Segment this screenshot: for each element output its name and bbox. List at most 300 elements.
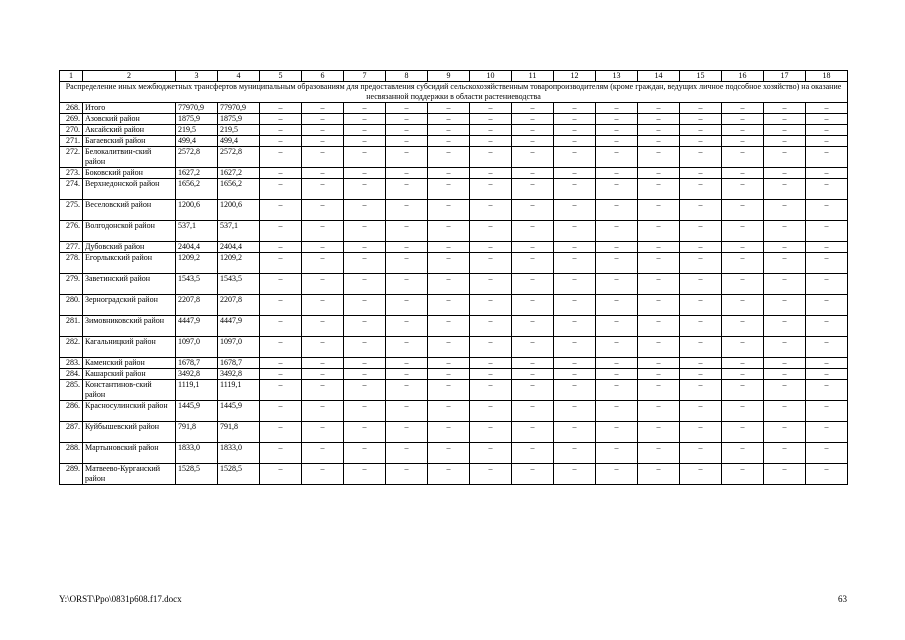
- empty-dash-cell: –: [260, 253, 302, 274]
- empty-dash-cell: –: [260, 103, 302, 114]
- district-name: Кагальницкий район: [83, 337, 176, 358]
- empty-dash-cell: –: [722, 295, 764, 316]
- empty-dash-cell: –: [386, 295, 428, 316]
- empty-dash-cell: –: [596, 401, 638, 422]
- empty-dash-cell: –: [596, 358, 638, 369]
- value-col3: 77970,9: [176, 103, 218, 114]
- row-number: 270.: [60, 125, 83, 136]
- empty-dash-cell: –: [512, 295, 554, 316]
- district-name: Зерноградский район: [83, 295, 176, 316]
- empty-dash-cell: –: [302, 168, 344, 179]
- empty-dash-cell: –: [386, 103, 428, 114]
- empty-dash-cell: –: [428, 168, 470, 179]
- value-col4: 3492,8: [218, 369, 260, 380]
- empty-dash-cell: –: [638, 337, 680, 358]
- empty-dash-cell: –: [596, 295, 638, 316]
- empty-dash-cell: –: [554, 136, 596, 147]
- empty-dash-cell: –: [512, 369, 554, 380]
- empty-dash-cell: –: [680, 200, 722, 221]
- empty-dash-cell: –: [722, 380, 764, 401]
- empty-dash-cell: –: [764, 274, 806, 295]
- empty-dash-cell: –: [428, 179, 470, 200]
- empty-dash-cell: –: [386, 136, 428, 147]
- district-name: Боковский район: [83, 168, 176, 179]
- empty-dash-cell: –: [554, 443, 596, 464]
- empty-dash-cell: –: [554, 103, 596, 114]
- empty-dash-cell: –: [680, 422, 722, 443]
- empty-dash-cell: –: [260, 179, 302, 200]
- empty-dash-cell: –: [638, 358, 680, 369]
- value-col4: 1678,7: [218, 358, 260, 369]
- empty-dash-cell: –: [260, 422, 302, 443]
- empty-dash-cell: –: [680, 380, 722, 401]
- empty-dash-cell: –: [680, 295, 722, 316]
- value-col4: 1528,5: [218, 464, 260, 485]
- empty-dash-cell: –: [764, 242, 806, 253]
- empty-dash-cell: –: [428, 295, 470, 316]
- district-name: Волгодонской район: [83, 221, 176, 242]
- empty-dash-cell: –: [428, 253, 470, 274]
- empty-dash-cell: –: [512, 401, 554, 422]
- empty-dash-cell: –: [596, 422, 638, 443]
- district-name: Белокалитвин-ский район: [83, 147, 176, 168]
- district-name: Каменский район: [83, 358, 176, 369]
- empty-dash-cell: –: [596, 316, 638, 337]
- empty-dash-cell: –: [596, 221, 638, 242]
- table-row: [60, 422, 848, 443]
- empty-dash-cell: –: [470, 295, 512, 316]
- empty-dash-cell: –: [638, 422, 680, 443]
- empty-dash-cell: –: [344, 337, 386, 358]
- district-name: Дубовский район: [83, 242, 176, 253]
- empty-dash-cell: –: [722, 464, 764, 485]
- empty-dash-cell: –: [722, 114, 764, 125]
- empty-dash-cell: –: [596, 369, 638, 380]
- empty-dash-cell: –: [764, 253, 806, 274]
- empty-dash-cell: –: [470, 221, 512, 242]
- value-col3: 1445,9: [176, 401, 218, 422]
- value-col4: 1656,2: [218, 179, 260, 200]
- empty-dash-cell: –: [470, 103, 512, 114]
- column-number-header: 2: [83, 71, 176, 82]
- table-row: [60, 179, 848, 200]
- row-number: 280.: [60, 295, 83, 316]
- empty-dash-cell: –: [722, 168, 764, 179]
- empty-dash-cell: –: [764, 401, 806, 422]
- row-number: 281.: [60, 316, 83, 337]
- empty-dash-cell: –: [764, 221, 806, 242]
- value-col4: 499,4: [218, 136, 260, 147]
- row-number: 276.: [60, 221, 83, 242]
- empty-dash-cell: –: [344, 168, 386, 179]
- empty-dash-cell: –: [722, 422, 764, 443]
- empty-dash-cell: –: [806, 380, 848, 401]
- row-number: 286.: [60, 401, 83, 422]
- empty-dash-cell: –: [428, 369, 470, 380]
- row-number: 287.: [60, 422, 83, 443]
- empty-dash-cell: –: [512, 422, 554, 443]
- empty-dash-cell: –: [806, 136, 848, 147]
- value-col3: 1678,7: [176, 358, 218, 369]
- empty-dash-cell: –: [302, 422, 344, 443]
- value-col4: 1875,9: [218, 114, 260, 125]
- empty-dash-cell: –: [428, 358, 470, 369]
- value-col4: 1097,0: [218, 337, 260, 358]
- value-col3: 1833,0: [176, 443, 218, 464]
- value-col4: 2207,8: [218, 295, 260, 316]
- empty-dash-cell: –: [596, 114, 638, 125]
- empty-dash-cell: –: [596, 274, 638, 295]
- empty-dash-cell: –: [470, 369, 512, 380]
- empty-dash-cell: –: [470, 443, 512, 464]
- empty-dash-cell: –: [554, 358, 596, 369]
- empty-dash-cell: –: [638, 274, 680, 295]
- empty-dash-cell: –: [722, 103, 764, 114]
- empty-dash-cell: –: [386, 316, 428, 337]
- value-col3: 537,1: [176, 221, 218, 242]
- empty-dash-cell: –: [638, 242, 680, 253]
- row-number: 275.: [60, 200, 83, 221]
- empty-dash-cell: –: [722, 369, 764, 380]
- empty-dash-cell: –: [638, 125, 680, 136]
- empty-dash-cell: –: [386, 443, 428, 464]
- empty-dash-cell: –: [806, 316, 848, 337]
- empty-dash-cell: –: [512, 103, 554, 114]
- empty-dash-cell: –: [260, 401, 302, 422]
- empty-dash-cell: –: [596, 380, 638, 401]
- empty-dash-cell: –: [680, 136, 722, 147]
- empty-dash-cell: –: [722, 147, 764, 168]
- district-name: Азовский район: [83, 114, 176, 125]
- empty-dash-cell: –: [470, 316, 512, 337]
- empty-dash-cell: –: [764, 443, 806, 464]
- column-number-header: 11: [512, 71, 554, 82]
- empty-dash-cell: –: [386, 401, 428, 422]
- empty-dash-cell: –: [638, 369, 680, 380]
- empty-dash-cell: –: [764, 136, 806, 147]
- empty-dash-cell: –: [554, 200, 596, 221]
- district-name: Константинов-ский район: [83, 380, 176, 401]
- empty-dash-cell: –: [554, 242, 596, 253]
- table-row: [60, 103, 848, 114]
- table-row: [60, 274, 848, 295]
- empty-dash-cell: –: [596, 443, 638, 464]
- empty-dash-cell: –: [512, 147, 554, 168]
- row-number: 277.: [60, 242, 83, 253]
- column-number-header: 18: [806, 71, 848, 82]
- value-col3: 2572,8: [176, 147, 218, 168]
- row-number: 269.: [60, 114, 83, 125]
- empty-dash-cell: –: [470, 401, 512, 422]
- value-col3: 1627,2: [176, 168, 218, 179]
- empty-dash-cell: –: [260, 337, 302, 358]
- column-number-header: 5: [260, 71, 302, 82]
- empty-dash-cell: –: [722, 200, 764, 221]
- empty-dash-cell: –: [344, 253, 386, 274]
- empty-dash-cell: –: [470, 147, 512, 168]
- empty-dash-cell: –: [554, 179, 596, 200]
- table-row: [60, 114, 848, 125]
- empty-dash-cell: –: [470, 380, 512, 401]
- empty-dash-cell: –: [722, 221, 764, 242]
- empty-dash-cell: –: [764, 316, 806, 337]
- district-name: Кашарский район: [83, 369, 176, 380]
- empty-dash-cell: –: [470, 337, 512, 358]
- empty-dash-cell: –: [638, 200, 680, 221]
- empty-dash-cell: –: [806, 200, 848, 221]
- empty-dash-cell: –: [596, 337, 638, 358]
- empty-dash-cell: –: [386, 337, 428, 358]
- empty-dash-cell: –: [806, 337, 848, 358]
- empty-dash-cell: –: [806, 125, 848, 136]
- empty-dash-cell: –: [806, 147, 848, 168]
- empty-dash-cell: –: [386, 200, 428, 221]
- value-col3: 499,4: [176, 136, 218, 147]
- empty-dash-cell: –: [428, 337, 470, 358]
- empty-dash-cell: –: [638, 253, 680, 274]
- empty-dash-cell: –: [302, 103, 344, 114]
- empty-dash-cell: –: [638, 464, 680, 485]
- table-row: [60, 136, 848, 147]
- empty-dash-cell: –: [680, 253, 722, 274]
- empty-dash-cell: –: [596, 179, 638, 200]
- empty-dash-cell: –: [302, 221, 344, 242]
- empty-dash-cell: –: [344, 221, 386, 242]
- value-col3: 3492,8: [176, 369, 218, 380]
- empty-dash-cell: –: [302, 253, 344, 274]
- empty-dash-cell: –: [344, 401, 386, 422]
- empty-dash-cell: –: [764, 358, 806, 369]
- district-name: Матвеево-Курганский район: [83, 464, 176, 485]
- row-number: 273.: [60, 168, 83, 179]
- row-number: 283.: [60, 358, 83, 369]
- empty-dash-cell: –: [764, 147, 806, 168]
- empty-dash-cell: –: [428, 464, 470, 485]
- empty-dash-cell: –: [680, 274, 722, 295]
- empty-dash-cell: –: [386, 125, 428, 136]
- value-col3: 791,8: [176, 422, 218, 443]
- empty-dash-cell: –: [260, 464, 302, 485]
- empty-dash-cell: –: [554, 337, 596, 358]
- empty-dash-cell: –: [428, 114, 470, 125]
- empty-dash-cell: –: [386, 179, 428, 200]
- empty-dash-cell: –: [260, 295, 302, 316]
- distribution-table: [59, 70, 848, 485]
- empty-dash-cell: –: [764, 200, 806, 221]
- empty-dash-cell: –: [260, 274, 302, 295]
- district-name: Зимовниковский район: [83, 316, 176, 337]
- empty-dash-cell: –: [386, 253, 428, 274]
- value-col4: 219,5: [218, 125, 260, 136]
- empty-dash-cell: –: [596, 253, 638, 274]
- column-number-row: [60, 71, 848, 82]
- column-number-header: 15: [680, 71, 722, 82]
- empty-dash-cell: –: [386, 168, 428, 179]
- empty-dash-cell: –: [638, 179, 680, 200]
- empty-dash-cell: –: [260, 242, 302, 253]
- empty-dash-cell: –: [260, 358, 302, 369]
- empty-dash-cell: –: [596, 464, 638, 485]
- table-row: [60, 221, 848, 242]
- empty-dash-cell: –: [344, 358, 386, 369]
- empty-dash-cell: –: [680, 316, 722, 337]
- table-row: [60, 369, 848, 380]
- empty-dash-cell: –: [512, 125, 554, 136]
- empty-dash-cell: –: [470, 136, 512, 147]
- table-row: [60, 168, 848, 179]
- empty-dash-cell: –: [722, 125, 764, 136]
- empty-dash-cell: –: [596, 242, 638, 253]
- empty-dash-cell: –: [344, 242, 386, 253]
- district-name: Багаевский район: [83, 136, 176, 147]
- empty-dash-cell: –: [260, 114, 302, 125]
- empty-dash-cell: –: [302, 200, 344, 221]
- value-col3: 1656,2: [176, 179, 218, 200]
- empty-dash-cell: –: [344, 422, 386, 443]
- district-name: Веселовский район: [83, 200, 176, 221]
- column-number-header: 3: [176, 71, 218, 82]
- table-row: [60, 443, 848, 464]
- value-col4: 4447,9: [218, 316, 260, 337]
- empty-dash-cell: –: [806, 103, 848, 114]
- empty-dash-cell: –: [302, 337, 344, 358]
- empty-dash-cell: –: [302, 358, 344, 369]
- empty-dash-cell: –: [260, 380, 302, 401]
- empty-dash-cell: –: [344, 295, 386, 316]
- empty-dash-cell: –: [302, 114, 344, 125]
- empty-dash-cell: –: [722, 253, 764, 274]
- empty-dash-cell: –: [470, 168, 512, 179]
- empty-dash-cell: –: [554, 316, 596, 337]
- row-number: 284.: [60, 369, 83, 380]
- empty-dash-cell: –: [428, 221, 470, 242]
- empty-dash-cell: –: [470, 274, 512, 295]
- empty-dash-cell: –: [554, 221, 596, 242]
- empty-dash-cell: –: [554, 125, 596, 136]
- empty-dash-cell: –: [806, 443, 848, 464]
- table-row: [60, 125, 848, 136]
- column-number-header: 8: [386, 71, 428, 82]
- empty-dash-cell: –: [722, 401, 764, 422]
- empty-dash-cell: –: [512, 242, 554, 253]
- empty-dash-cell: –: [680, 369, 722, 380]
- value-col3: 2207,8: [176, 295, 218, 316]
- empty-dash-cell: –: [260, 316, 302, 337]
- empty-dash-cell: –: [428, 274, 470, 295]
- empty-dash-cell: –: [302, 443, 344, 464]
- district-name: Егорлыкский район: [83, 253, 176, 274]
- empty-dash-cell: –: [806, 168, 848, 179]
- empty-dash-cell: –: [680, 358, 722, 369]
- column-number-header: 7: [344, 71, 386, 82]
- district-name: Итого: [83, 103, 176, 114]
- empty-dash-cell: –: [680, 103, 722, 114]
- empty-dash-cell: –: [302, 369, 344, 380]
- empty-dash-cell: –: [512, 316, 554, 337]
- empty-dash-cell: –: [344, 443, 386, 464]
- page-number: 63: [838, 594, 847, 604]
- empty-dash-cell: –: [512, 253, 554, 274]
- column-number-header: 10: [470, 71, 512, 82]
- empty-dash-cell: –: [680, 147, 722, 168]
- empty-dash-cell: –: [260, 443, 302, 464]
- empty-dash-cell: –: [554, 295, 596, 316]
- empty-dash-cell: –: [470, 422, 512, 443]
- empty-dash-cell: –: [302, 380, 344, 401]
- empty-dash-cell: –: [638, 221, 680, 242]
- empty-dash-cell: –: [260, 369, 302, 380]
- value-col3: 1528,5: [176, 464, 218, 485]
- empty-dash-cell: –: [596, 125, 638, 136]
- empty-dash-cell: –: [344, 274, 386, 295]
- empty-dash-cell: –: [344, 179, 386, 200]
- value-col4: 1543,5: [218, 274, 260, 295]
- district-name: Заветинский район: [83, 274, 176, 295]
- empty-dash-cell: –: [260, 147, 302, 168]
- empty-dash-cell: –: [764, 103, 806, 114]
- empty-dash-cell: –: [428, 147, 470, 168]
- column-number-header: 12: [554, 71, 596, 82]
- empty-dash-cell: –: [680, 114, 722, 125]
- empty-dash-cell: –: [638, 443, 680, 464]
- section-title-row: [60, 82, 848, 103]
- empty-dash-cell: –: [638, 401, 680, 422]
- empty-dash-cell: –: [344, 464, 386, 485]
- empty-dash-cell: –: [764, 380, 806, 401]
- empty-dash-cell: –: [806, 464, 848, 485]
- row-number: 274.: [60, 179, 83, 200]
- empty-dash-cell: –: [764, 369, 806, 380]
- empty-dash-cell: –: [302, 147, 344, 168]
- empty-dash-cell: –: [806, 242, 848, 253]
- empty-dash-cell: –: [554, 274, 596, 295]
- empty-dash-cell: –: [806, 221, 848, 242]
- empty-dash-cell: –: [428, 401, 470, 422]
- value-col4: 1209,2: [218, 253, 260, 274]
- empty-dash-cell: –: [764, 464, 806, 485]
- empty-dash-cell: –: [680, 125, 722, 136]
- row-number: 271.: [60, 136, 83, 147]
- empty-dash-cell: –: [806, 401, 848, 422]
- empty-dash-cell: –: [302, 274, 344, 295]
- column-number-header: 4: [218, 71, 260, 82]
- empty-dash-cell: –: [470, 125, 512, 136]
- empty-dash-cell: –: [260, 125, 302, 136]
- column-number-header: 17: [764, 71, 806, 82]
- empty-dash-cell: –: [512, 337, 554, 358]
- empty-dash-cell: –: [764, 179, 806, 200]
- empty-dash-cell: –: [554, 380, 596, 401]
- column-number-header: 16: [722, 71, 764, 82]
- empty-dash-cell: –: [302, 242, 344, 253]
- table-row: [60, 253, 848, 274]
- value-col3: 1200,6: [176, 200, 218, 221]
- empty-dash-cell: –: [554, 253, 596, 274]
- empty-dash-cell: –: [428, 125, 470, 136]
- value-col4: 1445,9: [218, 401, 260, 422]
- empty-dash-cell: –: [470, 358, 512, 369]
- value-col4: 1119,1: [218, 380, 260, 401]
- table-row: [60, 401, 848, 422]
- empty-dash-cell: –: [512, 200, 554, 221]
- empty-dash-cell: –: [764, 295, 806, 316]
- empty-dash-cell: –: [680, 337, 722, 358]
- empty-dash-cell: –: [386, 274, 428, 295]
- empty-dash-cell: –: [554, 369, 596, 380]
- empty-dash-cell: –: [764, 114, 806, 125]
- empty-dash-cell: –: [344, 380, 386, 401]
- value-col4: 1200,6: [218, 200, 260, 221]
